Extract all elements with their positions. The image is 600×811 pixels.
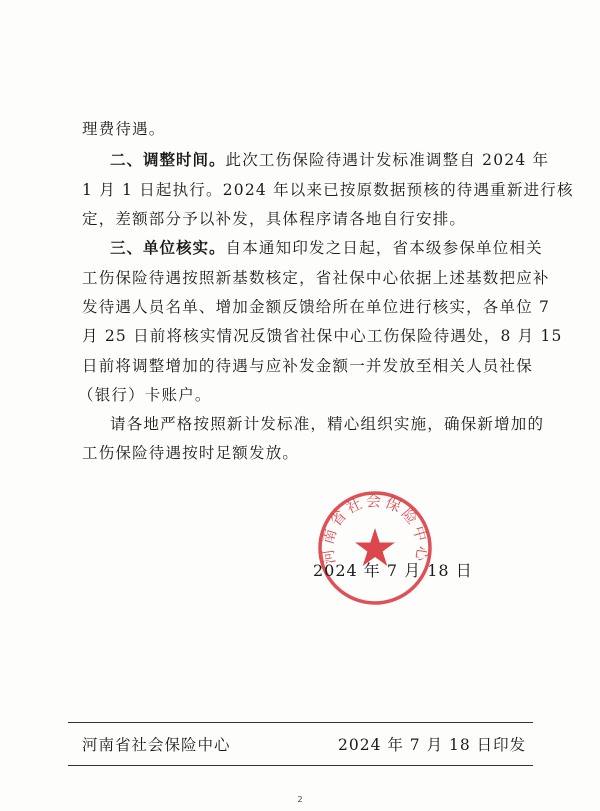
body-line: 发待遇人员名单、增加金额反馈给所在单位进行核实，各单位 7 xyxy=(82,298,551,316)
body-line: 日前将调整增加的待遇与应补发金额一并发放至相关人员社保 xyxy=(82,357,533,375)
body-line: （银行）卡账户。 xyxy=(78,386,212,404)
seal-text: 河南省社会保险中心 xyxy=(318,492,432,566)
body-line: 工伤保险待遇按时足额发放。 xyxy=(82,444,300,462)
body-line: 工伤保险待遇按照新基数核定，省社保中心依据上述基数把应补 xyxy=(82,269,550,287)
official-seal-icon xyxy=(315,488,435,608)
section-2-line xyxy=(110,150,549,170)
footer-top-rule xyxy=(68,722,533,723)
body-line: 理费待遇。 xyxy=(82,120,166,138)
body-text: 自本通知印发之日起，省本级参保单位相关 xyxy=(225,239,543,257)
body-text: 此次工伤保险待遇计发标准调整自 2024 年 xyxy=(225,151,550,169)
body-line: 定，差额部分予以补发，具体程序请各地自行安排。 xyxy=(82,210,467,228)
section-3-heading: 三、单位核实。 xyxy=(110,239,226,257)
section-3-line xyxy=(110,238,543,258)
footer-bottom-rule xyxy=(68,765,533,766)
signature-date: 2024 年 7 月 18 日 xyxy=(313,561,473,580)
section-2-heading: 二、调整时间。 xyxy=(110,151,226,169)
body-line: 月 25 日前将核实情况反馈省社保中心工伤保险待遇处，8 月 15 xyxy=(82,327,563,345)
body-line: 请各地严格按照新计发标准，精心组织实施，确保新增加的 xyxy=(110,415,545,433)
footer-issuer: 河南省社会保险中心 xyxy=(82,736,231,754)
page-number: 2 xyxy=(297,795,303,804)
footer-issue-date: 2024 年 7 月 18 日印发 xyxy=(338,736,527,754)
body-line: 1 月 1 日起执行。2024 年以来已按原数据预核的待遇重新进行核 xyxy=(82,181,574,199)
